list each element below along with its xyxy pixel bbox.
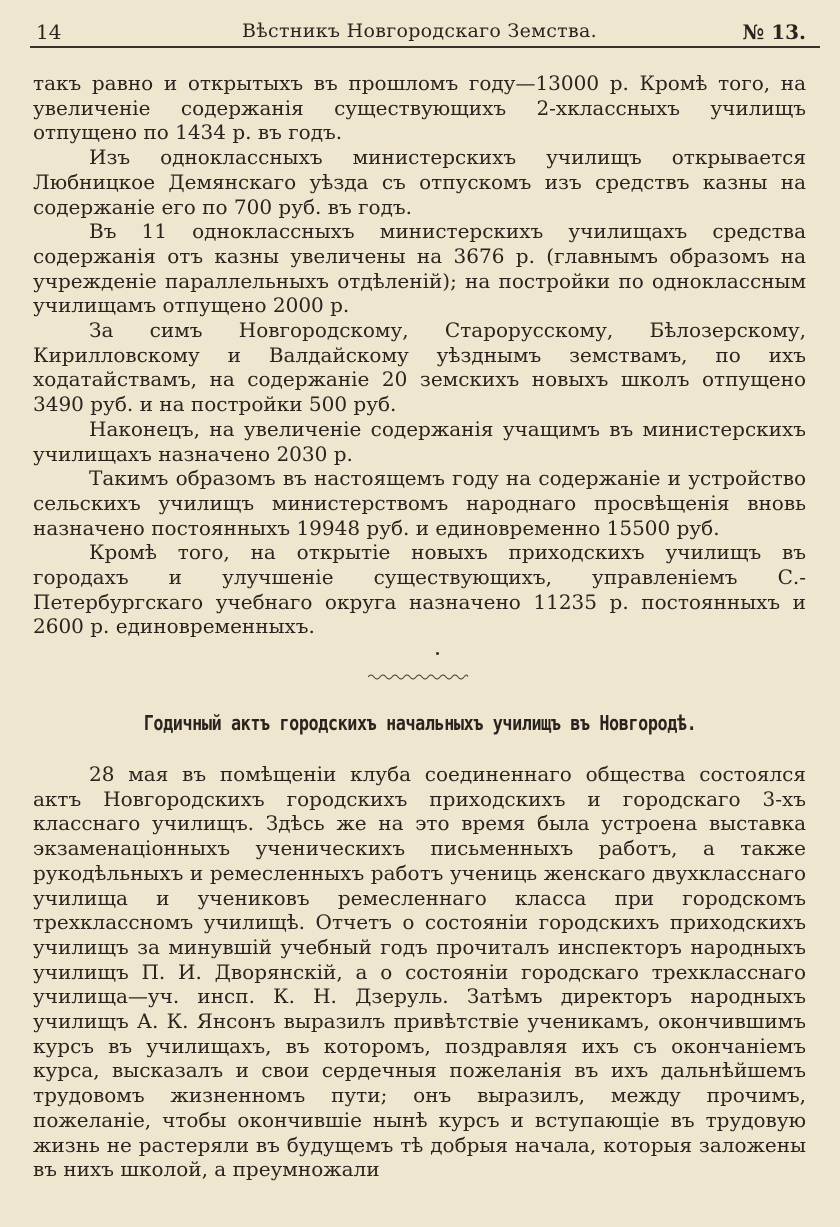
paragraph: такъ равно и открытыхъ въ прошломъ году—13000 р. Кромѣ того, на увеличеніе содержанія существующихъ 2-хклассныхъ училищъ отпущено по 1434 р. въ годъ.: [33, 71, 806, 145]
running-header: [30, 18, 820, 48]
stray-dot: [436, 652, 439, 655]
paragraph: За симъ Новгородскому, Старорусскому, Бѣлозерскому, Кирилловскому и Валдайскому уѣзднымъ земствамъ, по ихъ ходатайствамъ, на содержаніе 20 земскихъ новыхъ школъ отпущено 3490 руб. и на постройки 500 руб.: [33, 318, 806, 417]
paragraph: 28 мая въ помѣщеніи клуба соединеннаго общества состоялся актъ Новгородскихъ городскихъ приходскихъ и городскаго 3-хъ класснаго училищъ. Здѣсь же на это время была устроена выставка экзаменаціонныхъ ученическихъ письменныхъ работъ, а также рукодѣльныхъ и ремесленныхъ работъ учениць женскаго двухкласснаго училища и учениковъ ремесленнаго класса при городскомъ трехклассномъ училищѣ. Отчетъ о состояніи городскихъ приходскихъ училищъ за минувшій учебный годъ прочиталъ инспекторъ народныхъ училищъ П. И. Дворянскій, а о состояніи городскаго трехкласснаго училища—уч. инсп. К. Н. Дзеруль. Затѣмъ директоръ народныхъ училищъ А. К. Янсонъ выразилъ привѣтствіе ученикамъ, окончившимъ курсъ въ училищахъ, въ которомъ, поздравляя ихъ съ окончаніемъ курса, высказалъ и свои сердечныя пожеланія въ ихъ дальнѣйшемъ трудовомъ жизненномъ пути; онъ выразилъ, между прочимъ, пожеланіе, чтобы окончившіе нынѣ курсъ и вступающіе въ трудовую жизнь не растеряли въ будущемъ тѣ добрыя начала, которыя заложены въ нихъ школой, а преумножали: [33, 762, 806, 1182]
paragraph: Изъ одноклассныхъ министерскихъ училищъ открывается Любницкое Демянскаго уѣзда съ отпускомъ изъ средствъ казны на содержаніе его по 700 руб. въ годъ.: [33, 145, 806, 219]
journal-title: Вѣстникъ Новгородскаго Земства.: [242, 20, 597, 42]
paragraph: Наконецъ, на увеличеніе содержанія учащимъ въ министерскихъ училищахъ назначено 2030 р.: [33, 416, 806, 466]
top-section-text: [33, 71, 806, 639]
paragraph: Кромѣ того, на открытіе новыхъ приходскихъ училищъ въ городахъ и улучшеніе существующихъ, управленіемъ С.-Петербургскаго учебнаго округа назначено 11235 р. постоянныхъ и 2600 р. единовременныхъ.: [33, 540, 806, 639]
paragraph: Такимъ образомъ въ настоящемъ году на содержаніе и устройство сельскихъ училищъ министерствомъ народнаго просвѣщенія вновь назначено постоянныхъ 19948 руб. и единовременно 15500 руб.: [33, 466, 806, 540]
page-number: 14: [36, 20, 62, 44]
wavy-divider: [368, 672, 468, 682]
paragraph: Въ 11 одноклассныхъ министерскихъ училищахъ средства содержанія отъ казны увеличены на 3676 р. (главнымъ образомъ на учрежденіе параллельныхъ отдѣленій); на постройки по одноклассным училищамъ отпущено 2000 р.: [33, 219, 806, 318]
issue-number: № 13.: [742, 20, 806, 44]
section-text: [33, 762, 806, 1182]
section-title: Годичный актъ городскихъ начальныхъ училищъ въ Новгородѣ.: [143, 711, 697, 735]
